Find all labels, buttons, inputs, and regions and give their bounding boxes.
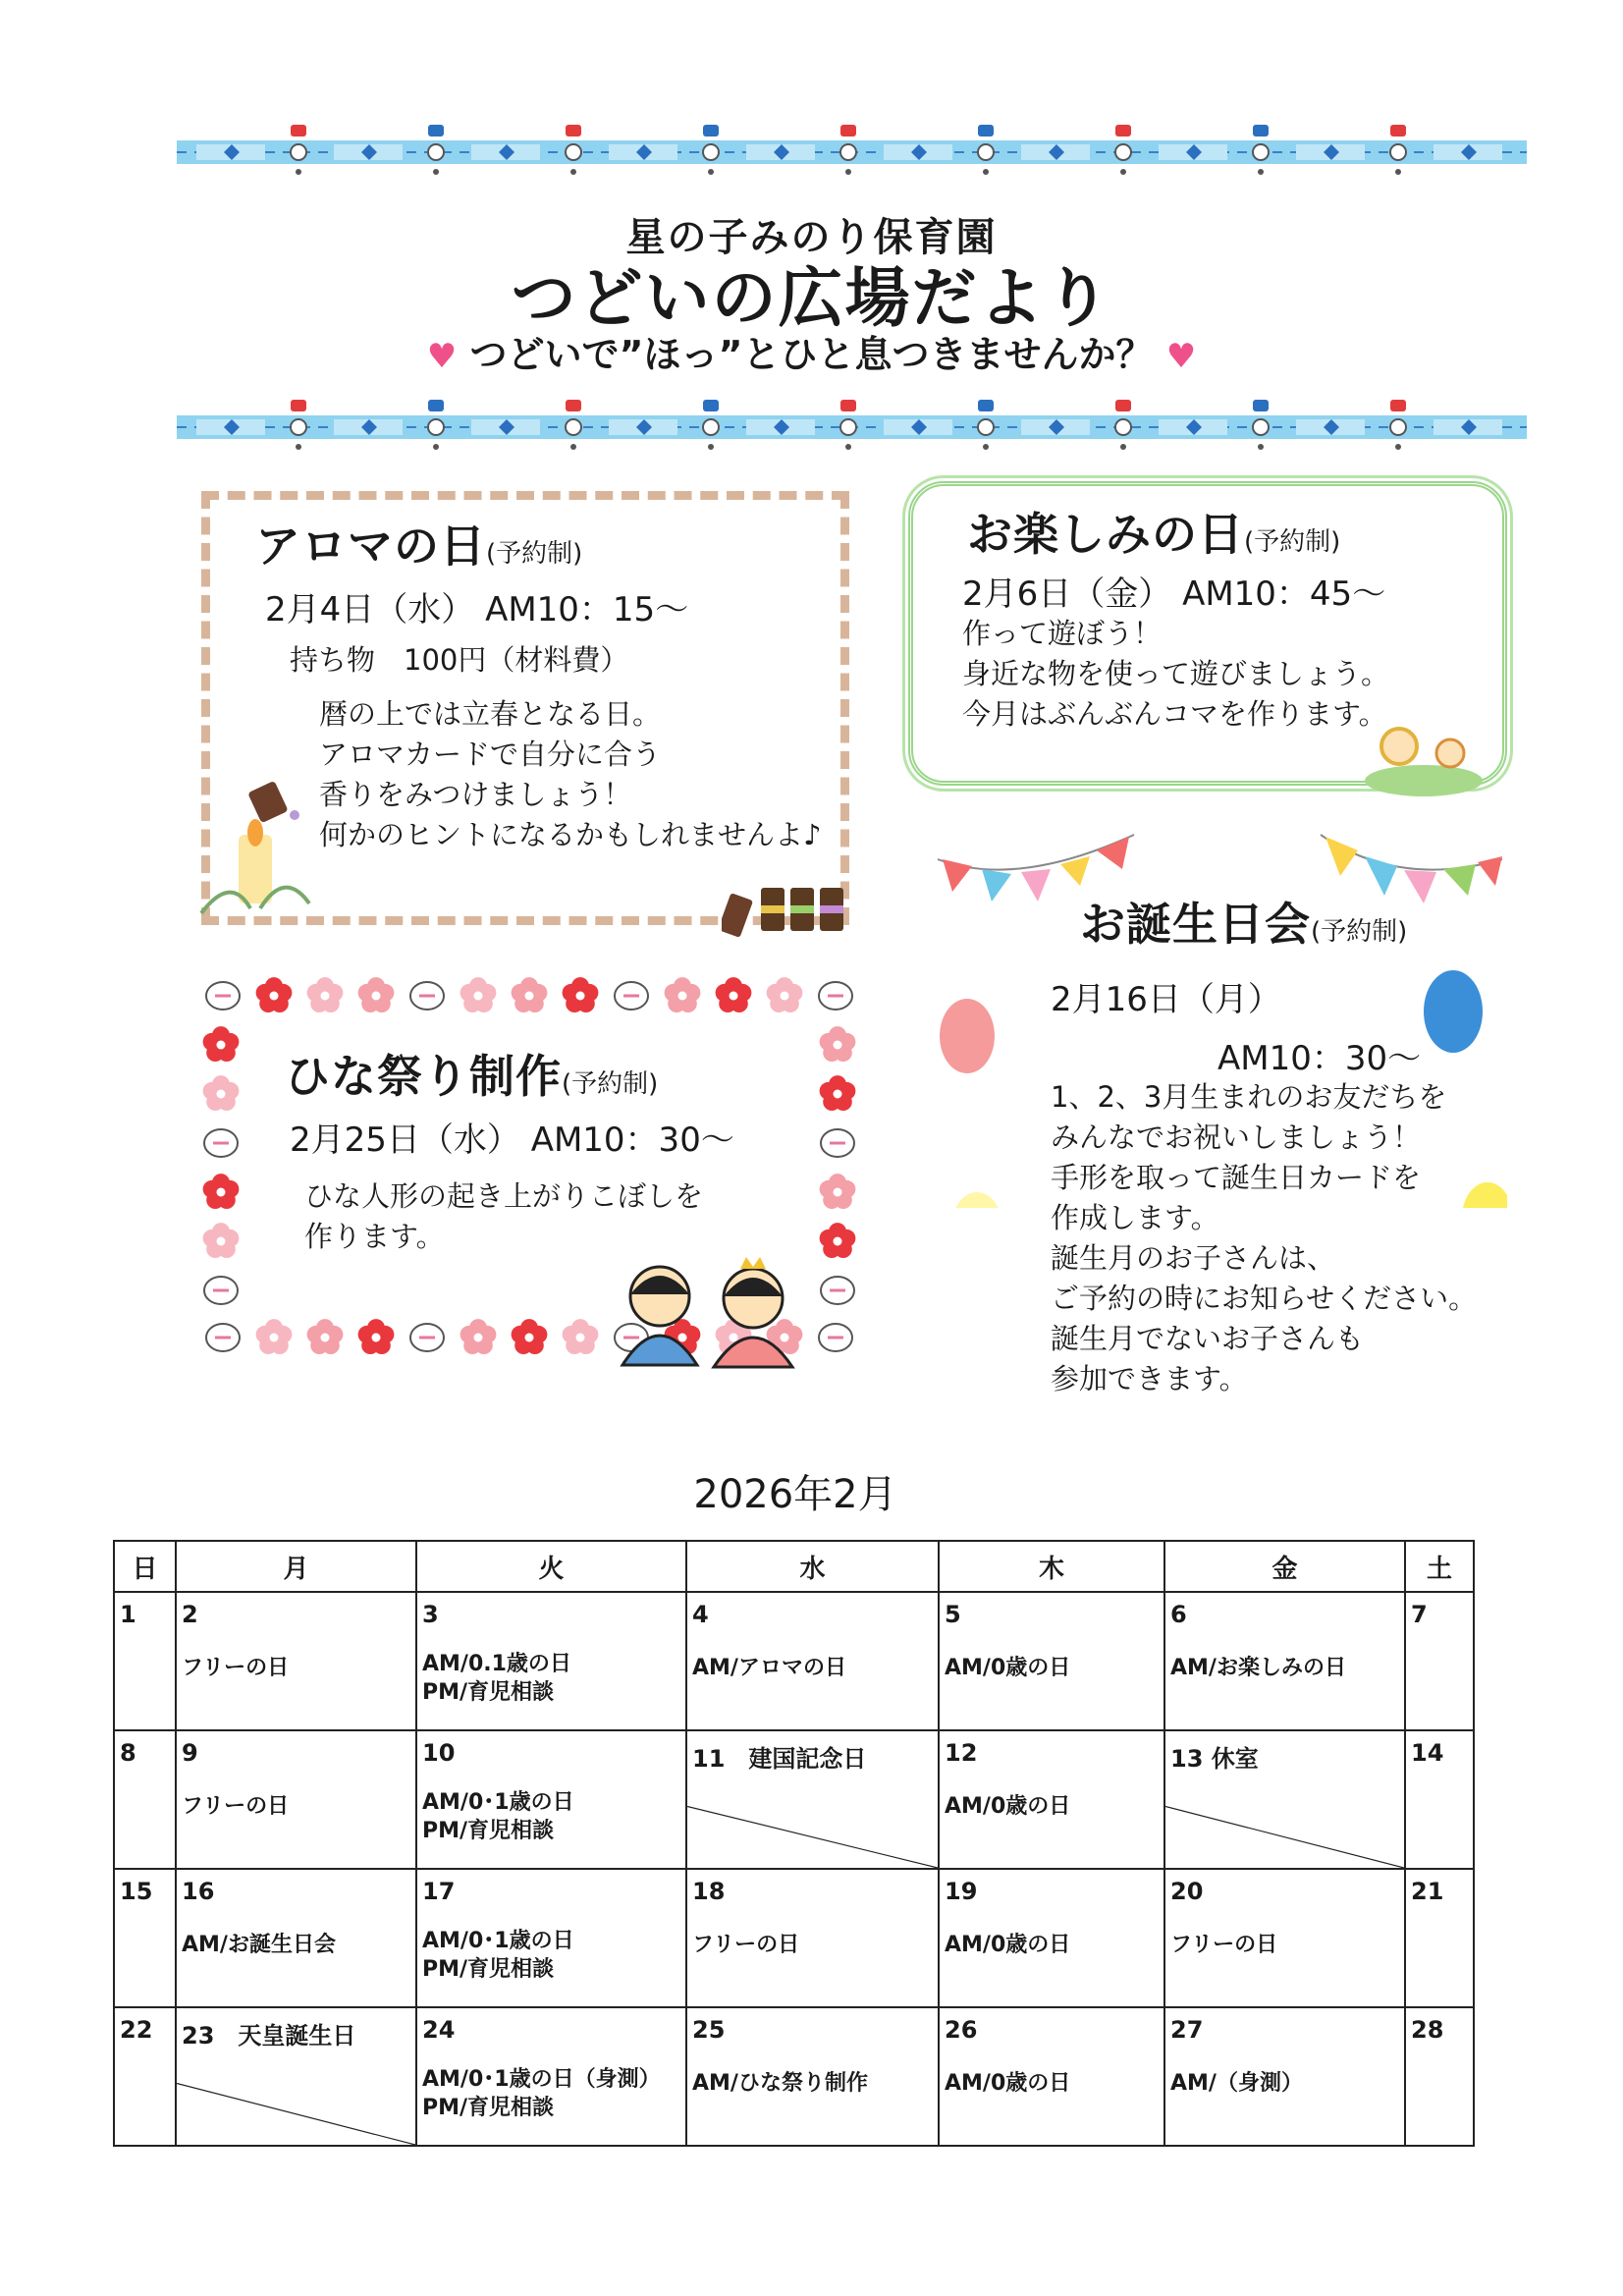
calendar-week-row (114, 1592, 1474, 1730)
aroma-bring: 持ち物 100円（材料費） (290, 643, 629, 677)
aroma-line: 暦の上では立春となる日。 (319, 697, 662, 731)
aroma-bottle-icon (245, 776, 304, 825)
lantern-icon (410, 982, 444, 1010)
plum-flower-icon (512, 977, 548, 1012)
day-events (692, 1931, 799, 1959)
event-text: フリーの日 (1170, 1933, 1278, 1957)
event-text: フリーの日 (182, 1656, 290, 1680)
calendar-day-cell (686, 1592, 939, 1730)
day-events (422, 1650, 571, 1707)
day-events (182, 1931, 336, 1959)
day-events (422, 2065, 661, 2122)
event-text: AM/ひな祭り制作 (692, 2071, 868, 2096)
hina-description (304, 1176, 703, 1257)
calendar-day-cell (939, 1730, 1164, 1869)
plum-flower-icon (820, 1075, 856, 1111)
calendar-table (113, 1540, 1475, 2147)
plum-flower-icon (358, 1319, 395, 1354)
day-number: 9 (182, 1739, 198, 1767)
day-number: 12 (945, 1739, 978, 1767)
plum-flower-icon (563, 977, 599, 1012)
calendar-day-cell (1164, 1869, 1405, 2007)
day-number: 20 (1170, 1878, 1204, 1905)
plum-flower-icon (256, 977, 293, 1012)
event-text: AM/0歳の日 (945, 2071, 1071, 2096)
day-number: 8 (120, 1739, 136, 1767)
day-number: 19 (945, 1878, 978, 1905)
calendar-day-cell (686, 1730, 939, 1869)
aroma-title: アロマの日 (255, 519, 486, 573)
top-garland (177, 123, 1527, 182)
day-number: 3 (422, 1601, 439, 1628)
hina-title: ひな祭り制作 (285, 1050, 562, 1103)
calendar-title: 2026年2月 (693, 1472, 897, 1517)
day-number: 24 (422, 2016, 456, 2044)
event-text: PM/育児相談 (422, 1957, 555, 1982)
weekday-header: 金 (1164, 1541, 1405, 1592)
calendar-day-cell (416, 2007, 686, 2146)
event-text: AM/アロマの日 (692, 1656, 846, 1680)
lantern-icon (819, 982, 852, 1010)
birthday-reservation: (予約制) (1311, 917, 1408, 947)
day-number: 7 (1411, 1601, 1428, 1628)
day-number: 1 (120, 1601, 136, 1628)
aroma-heading (255, 511, 582, 575)
day-number: 21 (1411, 1878, 1444, 1905)
day-number: 14 (1411, 1739, 1444, 1767)
event-text: フリーの日 (692, 1933, 800, 1957)
birthday-line: 誕生月のお子さんは、 (1051, 1241, 1336, 1275)
event-text: AM/お誕生日会 (182, 1933, 336, 1957)
day-number: 28 (1411, 2016, 1444, 2044)
calendar-day-cell (114, 1730, 176, 1869)
fun-line: 今月はぶんぶんコマを作ります。 (962, 697, 1387, 731)
day-number: 13 休室 (1170, 1745, 1259, 1773)
plum-flower-icon (665, 977, 701, 1012)
day-number: 22 (120, 2016, 153, 2044)
event-text: AM/0･1歳の日（身測） (422, 2067, 661, 2092)
birthday-title: お誕生日会 (1080, 898, 1311, 951)
day-number: 16 (182, 1878, 215, 1905)
aroma-date: 2月4日（水） AM10：15～ (265, 590, 689, 629)
day-events (692, 2069, 868, 2098)
weekday-header-row (114, 1541, 1474, 1592)
event-text: AM/0歳の日 (945, 1794, 1071, 1819)
plum-flower-icon (203, 1075, 240, 1111)
calendar-day-cell (939, 1592, 1164, 1730)
plum-flower-icon (460, 977, 497, 1012)
lantern-icon (206, 982, 240, 1010)
plum-flower-icon (307, 977, 344, 1012)
calendar-day-cell (1405, 1869, 1474, 2007)
event-text: AM/0･1歳の日 (422, 1929, 574, 1953)
calendar-day-cell (416, 1592, 686, 1730)
aroma-line: アロマカードで自分に合う (319, 738, 662, 771)
weekday-header: 水 (686, 1541, 939, 1592)
calendar-day-cell (939, 1869, 1164, 2007)
plum-flower-icon (203, 1174, 240, 1209)
fun-date: 2月6日（金） AM10：45～ (962, 574, 1386, 614)
day-number: 10 (422, 1739, 456, 1767)
event-text: PM/育児相談 (422, 2096, 555, 2120)
birthday-time: AM10：30～ (1217, 1039, 1422, 1078)
weekday-header: 日 (114, 1541, 176, 1592)
children-playing-icon (1360, 712, 1488, 800)
plum-flower-icon (716, 977, 752, 1012)
weekday-header: 火 (416, 1541, 686, 1592)
calendar-day-cell (176, 2007, 416, 2146)
day-number: 25 (692, 2016, 726, 2044)
event-text: AM/0歳の日 (945, 1933, 1071, 1957)
event-text: フリーの日 (182, 1794, 290, 1819)
day-events (422, 1788, 574, 1845)
day-number: 23 天皇誕生日 (182, 2022, 356, 2050)
day-number: 11 建国記念日 (692, 1745, 867, 1773)
event-text: PM/育児相談 (422, 1680, 555, 1705)
calendar-day-cell (939, 2007, 1164, 2146)
fun-line: 作って遊ぼう！ (962, 617, 1163, 650)
calendar-day-cell (1405, 1592, 1474, 1730)
day-events (945, 1931, 1070, 1959)
plum-flower-icon (203, 1223, 240, 1258)
plum-flower-icon (460, 1319, 497, 1354)
calendar-day-cell (1405, 2007, 1474, 2146)
middle-garland (177, 398, 1527, 457)
event-text: AM/お楽しみの日 (1170, 1656, 1346, 1680)
plum-flower-icon (256, 1319, 293, 1354)
fun-title: お楽しみの日 (967, 508, 1244, 561)
calendar-day-cell (1405, 1730, 1474, 1869)
plum-flower-icon (820, 1026, 856, 1062)
birthday-heading (1080, 889, 1407, 954)
fun-description (962, 614, 1389, 735)
calendar-day-cell (1164, 2007, 1405, 2146)
event-text: AM/0歳の日 (945, 1656, 1071, 1680)
fun-heading (967, 499, 1340, 564)
calendar-day-cell (176, 1869, 416, 2007)
event-text: AM/0.1歳の日 (422, 1652, 571, 1676)
birthday-line: 参加できます。 (1051, 1362, 1248, 1395)
fun-line: 身近な物を使って遊びましょう。 (962, 657, 1390, 690)
event-text: AM/0･1歳の日 (422, 1790, 574, 1815)
hina-dolls-icon (611, 1257, 807, 1375)
day-number: 18 (692, 1878, 726, 1905)
day-events (945, 2069, 1070, 2098)
lantern-icon (821, 1129, 854, 1157)
hina-heading (285, 1041, 658, 1106)
day-number: 5 (945, 1601, 961, 1628)
weekday-header: 土 (1405, 1541, 1474, 1592)
weekday-header: 月 (176, 1541, 416, 1592)
birthday-line: 誕生月でないお子さんも (1051, 1322, 1365, 1355)
event-text: PM/育児相談 (422, 1819, 555, 1843)
day-number: 2 (182, 1601, 198, 1628)
day-events (422, 1927, 574, 1984)
red-balloon-icon (940, 999, 995, 1073)
calendar-day-cell (114, 1592, 176, 1730)
hina-date: 2月25日（水） AM10：30～ (290, 1121, 734, 1160)
lantern-icon (615, 982, 648, 1010)
plum-flower-icon (820, 1223, 856, 1258)
aroma-reservation: (予約制) (486, 539, 583, 569)
day-events (182, 1654, 289, 1682)
heart-icon: ♥ (426, 337, 458, 376)
calendar-week-row (114, 2007, 1474, 2146)
plum-flower-icon (512, 1319, 548, 1354)
calendar-day-cell (176, 1592, 416, 1730)
garland-icon (177, 123, 1527, 182)
plum-flower-icon (563, 1319, 599, 1354)
day-events (692, 1654, 846, 1682)
lantern-icon (204, 1277, 238, 1304)
blue-balloon-icon (1424, 970, 1483, 1053)
aroma-bottles-icon (722, 882, 859, 941)
calendar-day-cell (416, 1869, 686, 2007)
plum-flower-icon (203, 1026, 240, 1062)
calendar-day-cell (686, 1869, 939, 2007)
event-text: AM/（身測） (1170, 2071, 1303, 2096)
organization-name: 星の子みのり保育園 (625, 215, 998, 260)
calendar-day-cell (416, 1730, 686, 1869)
calendar-day-cell (114, 1869, 176, 2007)
day-number: 15 (120, 1878, 153, 1905)
day-events (182, 1792, 289, 1821)
calendar-day-cell (114, 2007, 176, 2146)
hina-reservation: (予約制) (562, 1069, 659, 1099)
day-events (1170, 1654, 1346, 1682)
aroma-description (319, 694, 822, 855)
day-number: 4 (692, 1601, 709, 1628)
birthday-line: 1、2、3月生まれのお友だちを (1051, 1080, 1447, 1114)
birthday-line: みんなでお祝いしましょう！ (1051, 1121, 1422, 1154)
aroma-line: 何かのヒントになるかもしれませんよ♪ (319, 818, 822, 851)
weekday-header: 木 (939, 1541, 1164, 1592)
day-events (945, 1654, 1070, 1682)
page-subtitle (0, 324, 1623, 378)
plum-flower-icon (820, 1174, 856, 1209)
birthday-line: 手形を取って誕生日カードを (1051, 1161, 1422, 1194)
calendar-day-cell (1164, 1592, 1405, 1730)
birthday-description (1051, 1077, 1477, 1399)
day-number: 17 (422, 1878, 456, 1905)
subtitle-text: つどいで”ほっ”とひと息つきませんか？ (469, 333, 1154, 376)
calendar-day-cell (686, 2007, 939, 2146)
calendar-day-cell (176, 1730, 416, 1869)
lantern-icon (819, 1324, 852, 1351)
birthday-line: 作成します。 (1051, 1201, 1219, 1234)
day-number: 26 (945, 2016, 978, 2044)
lantern-icon (821, 1277, 854, 1304)
heart-icon: ♥ (1165, 337, 1197, 376)
hina-line: ひな人形の起き上がりこぼしを (304, 1179, 704, 1213)
day-events (1170, 1931, 1277, 1959)
lantern-icon (206, 1324, 240, 1351)
garland-icon (177, 398, 1527, 457)
yellow-balloon-icon (951, 1192, 1002, 1208)
day-number: 6 (1170, 1601, 1187, 1628)
day-events (945, 1792, 1070, 1821)
plum-flower-icon (767, 977, 803, 1012)
lantern-icon (204, 1129, 238, 1157)
lantern-icon (410, 1324, 444, 1351)
page-title: つどいの広場だより (511, 260, 1112, 336)
aroma-line: 香りをみつけましょう！ (319, 778, 632, 811)
day-number: 27 (1170, 2016, 1204, 2044)
plum-flower-icon (307, 1319, 344, 1354)
calendar-week-row (114, 1730, 1474, 1869)
plum-flower-icon (358, 977, 395, 1012)
birthday-line: ご予約の時にお知らせください。 (1051, 1282, 1478, 1315)
birthday-date: 2月16日（月） (1051, 980, 1281, 1019)
calendar-week-row (114, 1869, 1474, 2007)
day-events (1170, 2069, 1303, 2098)
calendar-day-cell (1164, 1730, 1405, 1869)
fun-reservation: (予約制) (1244, 527, 1341, 557)
hina-line: 作ります。 (304, 1220, 445, 1253)
